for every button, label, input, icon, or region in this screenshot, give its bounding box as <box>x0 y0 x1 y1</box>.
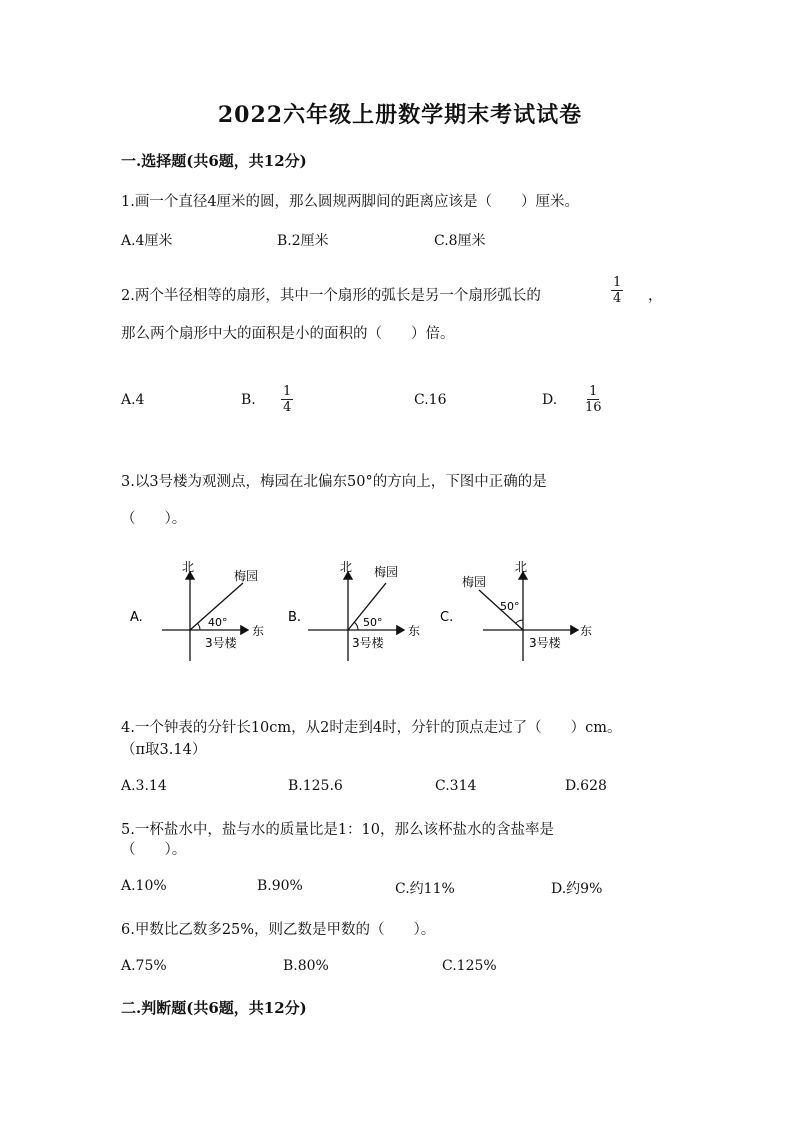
fraction-denominator: 4 <box>613 291 622 306</box>
diagram-b <box>288 560 420 661</box>
garden-label: 梅园 <box>374 565 399 579</box>
question-5-option-d: D.约9% <box>551 881 603 897</box>
diagram-b-label: B. <box>288 610 302 625</box>
question-4-line-1: 4.一个钟表的分针长10cm，从2时走到4时，分针的顶点走过了（ ）cm。 <box>121 720 622 736</box>
question-4-option-b: B.125.6 <box>288 778 343 794</box>
diagram-a-label: A. <box>130 610 143 625</box>
fraction-denominator: 16 <box>585 400 602 415</box>
question-1-option-b: B.2厘米 <box>277 233 329 249</box>
angle-label: 40° <box>208 616 228 629</box>
fraction-numerator: 1 <box>613 275 622 290</box>
question-4-option-d: D.628 <box>565 778 607 794</box>
garden-label: 梅园 <box>234 569 259 583</box>
building-label: 3号楼 <box>205 636 237 650</box>
question-5-line-1: 5.一杯盐水中，盐与水的质量比是1：10，那么该杯盐水的含盐率是 <box>121 822 555 838</box>
question-1-option-c: C.8厘米 <box>434 233 486 249</box>
east-label: 东 <box>408 624 421 638</box>
angle-arc <box>354 622 358 630</box>
question-1-text: 1.画一个直径4厘米的圆，那么圆规两脚间的距离应该是（ ）厘米。 <box>121 194 580 210</box>
question-3-line-2: （ ）。 <box>121 511 187 527</box>
question-2-option-d-label: D. <box>542 392 558 408</box>
section-heading-judgement: 二.判断题(共6题，共12分) <box>121 999 307 1017</box>
question-2-line-2: 那么两个扇形中大的面积是小的面积的（ ）倍。 <box>121 326 455 342</box>
question-6-text: 6.甲数比乙数多25%，则乙数是甲数的（ ）。 <box>121 922 436 938</box>
question-3-diagrams <box>120 556 620 666</box>
diagram-a <box>130 560 264 661</box>
question-2-option-b-label: B. <box>241 392 256 408</box>
question-6-option-c: C.125% <box>442 958 497 974</box>
building-label: 3号楼 <box>352 636 384 650</box>
question-5-option-a: A.10% <box>121 878 167 894</box>
question-5-option-b: B.90% <box>257 878 303 894</box>
angle-label: 50° <box>500 600 520 613</box>
east-label: 东 <box>252 624 265 638</box>
fraction-numerator: 1 <box>589 384 598 399</box>
diagram-c-label: C. <box>440 610 454 625</box>
north-label: 北 <box>182 560 195 574</box>
question-2-option-b-fraction <box>281 384 293 415</box>
question-2-fraction <box>611 275 623 306</box>
building-label: 3号楼 <box>529 636 561 650</box>
section-heading-choice: 一.选择题(共6题，共12分) <box>121 152 307 170</box>
question-4-line-2: （π取3.14） <box>121 742 207 758</box>
question-4-option-a: A.3.14 <box>121 778 167 794</box>
garden-label: 梅园 <box>462 575 487 589</box>
page-title: 2022六年级上册数学期末考试试卷 <box>217 102 583 128</box>
question-5-option-c: C.约11% <box>395 881 455 897</box>
angle-arc <box>516 620 523 623</box>
question-6-option-b: B.80% <box>283 958 329 974</box>
question-2-option-a: A.4 <box>121 392 145 408</box>
east-label: 东 <box>580 624 593 638</box>
diagram-c <box>440 560 592 661</box>
angle-arc <box>198 623 201 630</box>
question-2-comma: ， <box>648 288 663 304</box>
angle-label: 50° <box>363 616 383 629</box>
question-1-option-a: A.4厘米 <box>121 233 173 249</box>
fraction-numerator: 1 <box>283 384 292 399</box>
question-3-line-1: 3.以3号楼为观测点，梅园在北偏东50°的方向上，下图中正确的是 <box>121 474 547 490</box>
question-5-line-2: （ ）。 <box>121 842 187 858</box>
question-2-option-c: C.16 <box>414 392 447 408</box>
question-2-line-1: 2.两个半径相等的扇形，其中一个扇形的弧长是另一个扇形弧长的 <box>121 288 541 304</box>
fraction-denominator: 4 <box>283 400 292 415</box>
question-2-option-d-fraction <box>583 384 604 415</box>
question-6-option-a: A.75% <box>121 958 167 974</box>
question-4-option-c: C.314 <box>435 778 477 794</box>
north-label: 北 <box>340 560 353 574</box>
north-label: 北 <box>515 560 528 574</box>
